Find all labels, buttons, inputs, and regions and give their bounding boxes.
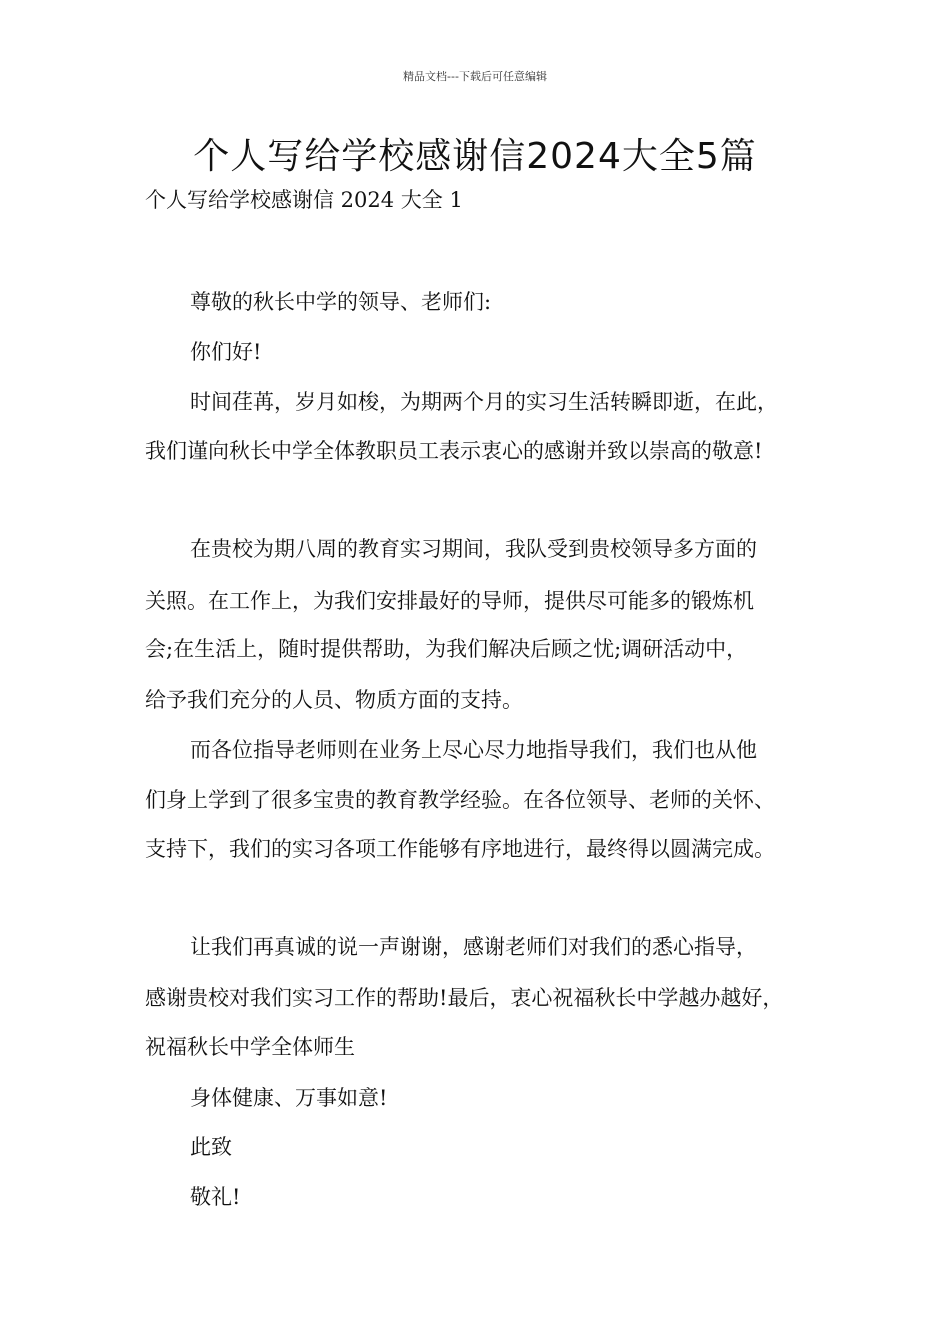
- paragraph-line: 会;在生活上，随时提供帮助，为我们解决后顾之忧;调研活动中，: [145, 637, 748, 661]
- document-title: 个人写给学校感谢信2024大全5篇: [193, 136, 757, 177]
- closing-line: 此致: [190, 1135, 232, 1159]
- header-note: 精品文档---下载后可任意编辑: [403, 70, 547, 83]
- paragraph-line: 感谢贵校对我们实习工作的帮助!最后，衷心祝福秋长中学越办越好，: [145, 986, 784, 1010]
- paragraph-line: 祝福秋长中学全体师生: [145, 1035, 355, 1059]
- section-subtitle: 个人写给学校感谢信 2024 大全 1: [145, 188, 463, 212]
- paragraph-line: 们身上学到了很多宝贵的教育教学经验。在各位领导、老师的关怀、: [145, 788, 775, 812]
- paragraph-line: 我们谨向秋长中学全体教职员工表示衷心的感谢并致以崇高的敬意!: [145, 439, 763, 463]
- paragraph-line: 在贵校为期八周的教育实习期间，我队受到贵校领导多方面的: [190, 537, 757, 561]
- greeting-line: 你们好!: [190, 340, 262, 364]
- paragraph-line: 给予我们充分的人员、物质方面的支持。: [145, 688, 523, 712]
- paragraph-line: 让我们再真诚的说一声谢谢，感谢老师们对我们的悉心指导，: [190, 935, 757, 959]
- paragraph-line: 支持下，我们的实习各项工作能够有序地进行，最终得以圆满完成。: [145, 837, 775, 861]
- closing-salute-line: 敬礼!: [190, 1185, 241, 1209]
- paragraph-line: 关照。在工作上，为我们安排最好的导师，提供尽可能多的锻炼机: [145, 589, 754, 613]
- paragraph-line: 而各位指导老师则在业务上尽心尽力地指导我们，我们也从他: [190, 738, 757, 762]
- closing-wish-line: 身体健康、万事如意!: [190, 1086, 388, 1110]
- paragraph-line: 时间荏苒，岁月如梭，为期两个月的实习生活转瞬即逝，在此，: [190, 390, 778, 414]
- salutation-line: 尊敬的秋长中学的领导、老师们:: [190, 290, 492, 314]
